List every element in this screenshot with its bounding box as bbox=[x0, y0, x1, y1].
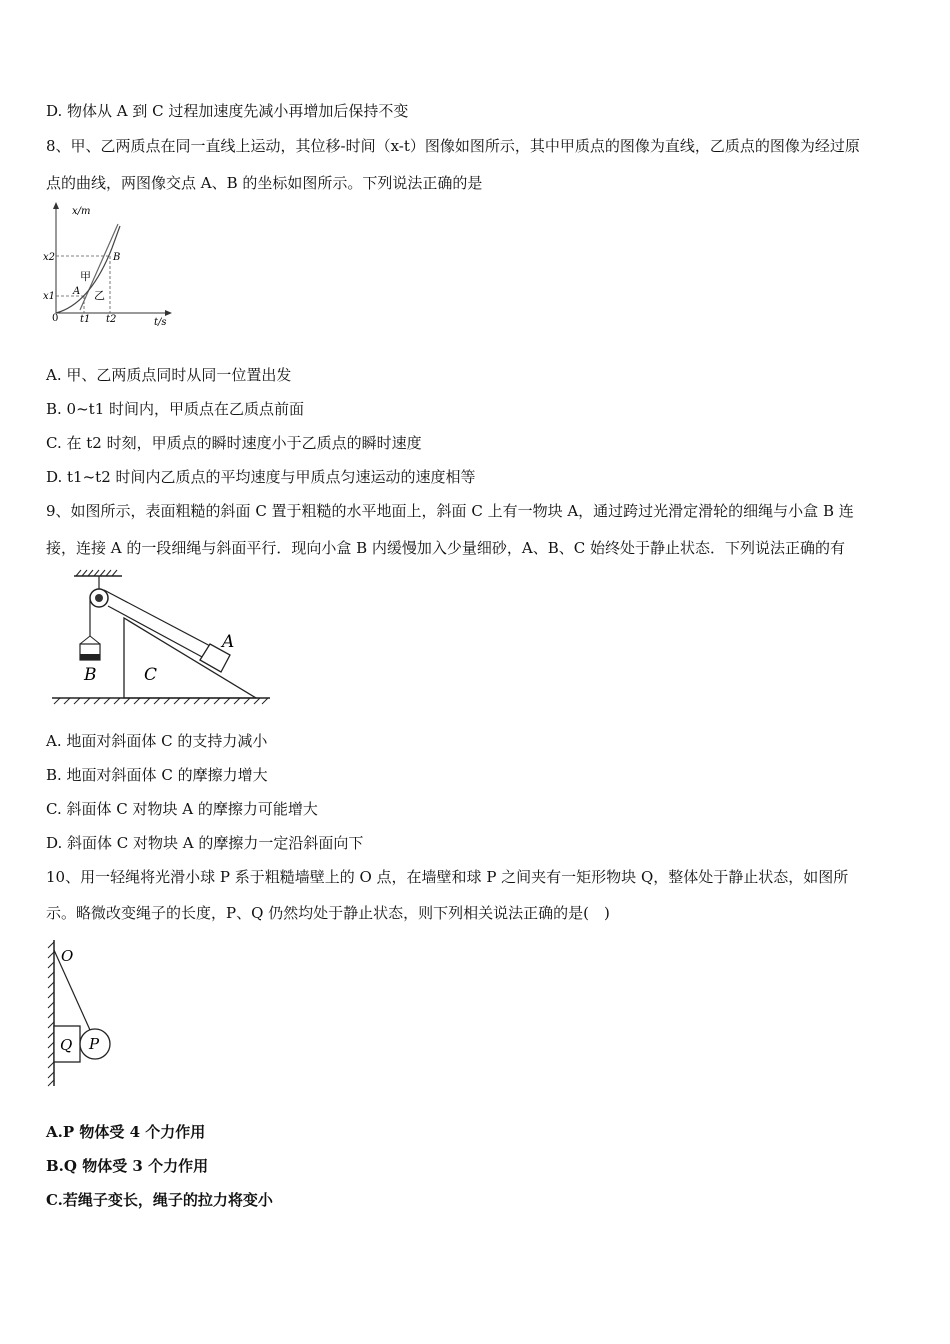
label-p: P bbox=[89, 1035, 100, 1053]
x-axis-label: t/s bbox=[154, 317, 167, 328]
q10-stem-line2: 示。略微改变绳子的长度，P、Q 仍然均处于静止状态，则下列相关说法正确的是( ) bbox=[46, 904, 610, 922]
q10-option-c: C.若绳子变长，绳子的拉力将变小 bbox=[46, 1191, 273, 1209]
point-b-label: B bbox=[113, 252, 121, 263]
label-q: Q bbox=[60, 1036, 73, 1054]
q8-option-d: D. t1~t2 时间内乙质点的平均速度与甲质点匀速运动的速度相等 bbox=[46, 468, 476, 486]
t1-label: t1 bbox=[80, 314, 91, 325]
y-axis-label: x/m bbox=[72, 206, 91, 217]
q8-stem-line2: 点的曲线，两图像交点 A、B 的坐标如图所示。下列说法正确的是 bbox=[46, 174, 483, 192]
q10-option-a: A.P 物体受 4 个力作用 bbox=[46, 1123, 206, 1141]
label-b: B bbox=[84, 665, 97, 685]
q9-incline-figure bbox=[44, 566, 274, 711]
label-o: O bbox=[61, 947, 74, 965]
yi-label: 乙 bbox=[94, 289, 105, 302]
incline-c bbox=[124, 618, 256, 698]
q9-stem-line2: 接，连接 A 的一段细绳与斜面平行．现向小盒 B 内缓慢加入少量细砂，A、B、C 始终处于静止状态．下列说法正确的有 bbox=[46, 539, 846, 557]
q9-option-d: D. 斜面体 C 对物块 A 的摩擦力一定沿斜面向下 bbox=[46, 834, 364, 852]
q8-stem-line1: 8、甲、乙两质点在同一直线上运动，其位移-时间（x-t）图像如图所示，其中甲质点的图像为直线，乙质点的图像为经过原 bbox=[46, 137, 860, 155]
q8-option-a: A. 甲、乙两质点同时从同一位置出发 bbox=[46, 366, 292, 384]
q9-option-c: C. 斜面体 C 对物块 A 的摩擦力可能增大 bbox=[46, 800, 318, 818]
q10-wall-figure bbox=[44, 936, 124, 1091]
q7-option-d: D. 物体从 A 到 C 过程加速度先减小再增加后保持不变 bbox=[46, 102, 409, 120]
q10-stem-line1: 10、用一轻绳将光滑小球 P 系于粗糙墙壁上的 O 点，在墙壁和球 P 之间夹有一矩形物块 Q，整体处于静止状态，如图所 bbox=[46, 868, 849, 886]
x1-label: x1 bbox=[43, 291, 56, 302]
label-c: C bbox=[144, 665, 158, 685]
t2-label: t2 bbox=[106, 314, 117, 325]
q10-option-b: B.Q 物体受 3 个力作用 bbox=[46, 1157, 209, 1175]
jia-label: 甲 bbox=[80, 270, 91, 283]
label-a: A bbox=[222, 632, 235, 652]
q9-stem-line1: 9、如图所示，表面粗糙的斜面 C 置于粗糙的水平地面上，斜面 C 上有一物块 A，通过跨过光滑定滑轮的细绳与小盒 B 连 bbox=[46, 502, 854, 520]
origin-label: 0 bbox=[52, 313, 59, 324]
q9-option-b: B. 地面对斜面体 C 的摩擦力增大 bbox=[46, 766, 268, 784]
q9-option-a: A. 地面对斜面体 C 的支持力减小 bbox=[46, 732, 268, 750]
q8-xt-graph bbox=[40, 198, 175, 333]
x2-label: x2 bbox=[43, 252, 56, 263]
point-a-label: A bbox=[73, 286, 81, 297]
q8-option-b: B. 0~t1 时间内，甲质点在乙质点前面 bbox=[46, 400, 305, 418]
q8-option-c: C. 在 t2 时刻，甲质点的瞬时速度小于乙质点的瞬时速度 bbox=[46, 434, 422, 452]
